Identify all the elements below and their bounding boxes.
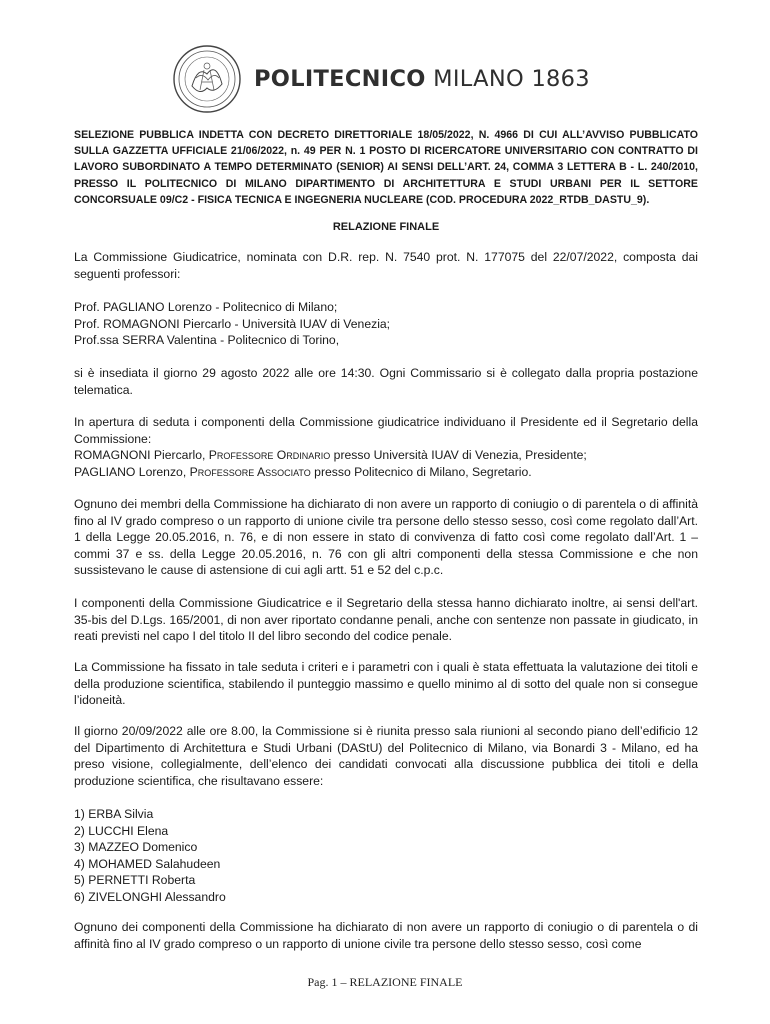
criteria-paragraph: La Commissione ha fissato in tale seduta i criteri e i parametri con i quali è stata effettuata la valutazione dei titoli e della produzione scientifica, stabilendo il punteggio massimo e quello minimo al di sotto del quale non si consegue l’idoneità. [74, 660, 698, 708]
conflict-declaration-paragraph: Ognuno dei membri della Commissione ha dichiarato di non avere un rapporto di coniugio o di parentela o di affinità fino al IV grado compreso o un rapporto di unione civile tra persone dello stesso sesso, così come regolato dall’Art. 1 della Legge 20.05.2016, n. 76, e di non essere in stato di convivenza di fatto così come regolato dall’Art. 1 – commi 37 e ss. della Legge 20.05.2016, n. 76 con gli altri componenti della stessa Commissione e che non sussistevano le cause di astensione di cui agli artt. 51 e 52 del c.p.c. [74, 497, 698, 578]
member-item: Prof.ssa SERRA Valentina - Politecnico di Torino, [74, 333, 340, 348]
president-role: Professore Ordinario [208, 448, 331, 463]
candidate-item: 2) LUCCHI Elena [74, 823, 169, 838]
president-rest: presso Università IUAV di Venezia, Presidente; [330, 448, 587, 463]
candidate-item: 5) PERNETTI Roberta [74, 873, 196, 888]
selection-title [74, 127, 698, 208]
criminal-record-paragraph: I componenti della Commissione Giudicatrice e il Segretario della stessa hanno dichiarato inoltre, ai sensi dell'art. 35-bis del D.Lgs. 165/2001, di non aver riportato condanne penali, anche con sentenze non passate in giudicato, in reati previsti nel capo I del titolo II del libro secondo del codice penale. [74, 596, 698, 644]
candidate-item: 1) ERBA Silvia [74, 807, 154, 821]
members-list [74, 299, 698, 349]
member-item: Prof. ROMAGNONI Piercarlo - Università IUAV di Venezia; [74, 316, 391, 331]
secretary-rest: presso Politecnico di Milano, Segretario. [310, 464, 532, 479]
secretary-name: PAGLIANO Lorenzo, [74, 464, 190, 479]
candidate-item: 4) MOHAMED Salahudeen [74, 856, 221, 871]
candidates-list [74, 806, 698, 906]
commission-paragraph: La Commissione Giudicatrice, nominata con D.R. rep. N. 7540 prot. N. 177075 del 22/07/2022, composta dai seguenti professori: [74, 250, 698, 281]
header-logo [172, 44, 590, 114]
components-declaration-paragraph: Ognuno dei componenti della Commissione ha dichiarato di non avere un rapporto di coniugio o di parentela o di affinità fino al IV grado compreso o un rapporto di unione civile tra persone dello stesso sesso, così come [74, 920, 698, 951]
secretary-role: Professore Associato [189, 464, 311, 479]
selection-title-text: SELEZIONE PUBBLICA INDETTA CON DECRETO DIRETTORIALE 18/05/2022, N. 4966 DI CUI ALL’AVVISO PUBBLICATO SULLA GAZZETTA UFFICIALE 21/06/2022, n. 49 PER N. 1 POSTO DI RICERCATORE UNIVERSITARIO CON CONTRATTO DI LAVORO SUBORDINATO A TEMPO DETERMINATO (SENIOR) AI SENSI DELL’ART. 24, COMMA 3 LETTERA B - L. 240/2010, PRESSO IL POLITECNICO DI MILANO DIPARTIMENTO DI ARCHITETTURA E STUDI URBANI PER IL SETTORE CONCORSUALE 09/C2 - FISICA TECNICA E INGEGNERIA NUCLEARE (COD. PROCEDURA 2022_RTDB_DASTU_9). [74, 129, 698, 206]
brand-name [254, 66, 590, 92]
brand-name-rest: MILANO 1863 [425, 66, 590, 92]
candidate-item: 3) MAZZEO Domenico [74, 840, 198, 855]
opening-text: In apertura di seduta i componenti della Commissione giudicatrice individuano il Presidente ed il Segretario della Commissione: [74, 415, 698, 446]
candidate-item: 6) ZIVELONGHI Alessandro [74, 889, 226, 904]
brand-name-bold: POLITECNICO [254, 66, 426, 92]
president-name: ROMAGNONI Piercarlo, [74, 448, 209, 463]
settlement-paragraph: si è insediata il giorno 29 agosto 2022 alle ore 14:30. Ogni Commissario si è collegato dalla propria postazione telematica. [74, 366, 698, 397]
meeting-paragraph: Il giorno 20/09/2022 alle ore 8.00, la Commissione si è riunita presso sala riunioni al secondo piano dell’edificio 12 del Dipartimento di Architettura e Studi Urbani (DAStU) del Politecnico di Milano, via Bonardi 3 - Milano, ed ha preso visione, collegialmente, dell’elenco dei candidati convocati alla discussione pubblica dei titoli e della produzione scientifica, che risultavano essere: [74, 724, 698, 788]
member-item: Prof. PAGLIANO Lorenzo - Politecnico di Milano; [74, 300, 338, 314]
president-line [74, 447, 698, 464]
report-heading: RELAZIONE FINALE [332, 221, 440, 233]
secretary-line [74, 464, 698, 481]
president-secretary-paragraph [74, 414, 698, 480]
page-footer: Pag. 1 – RELAZIONE FINALE [307, 975, 463, 989]
university-seal-icon [172, 44, 242, 114]
